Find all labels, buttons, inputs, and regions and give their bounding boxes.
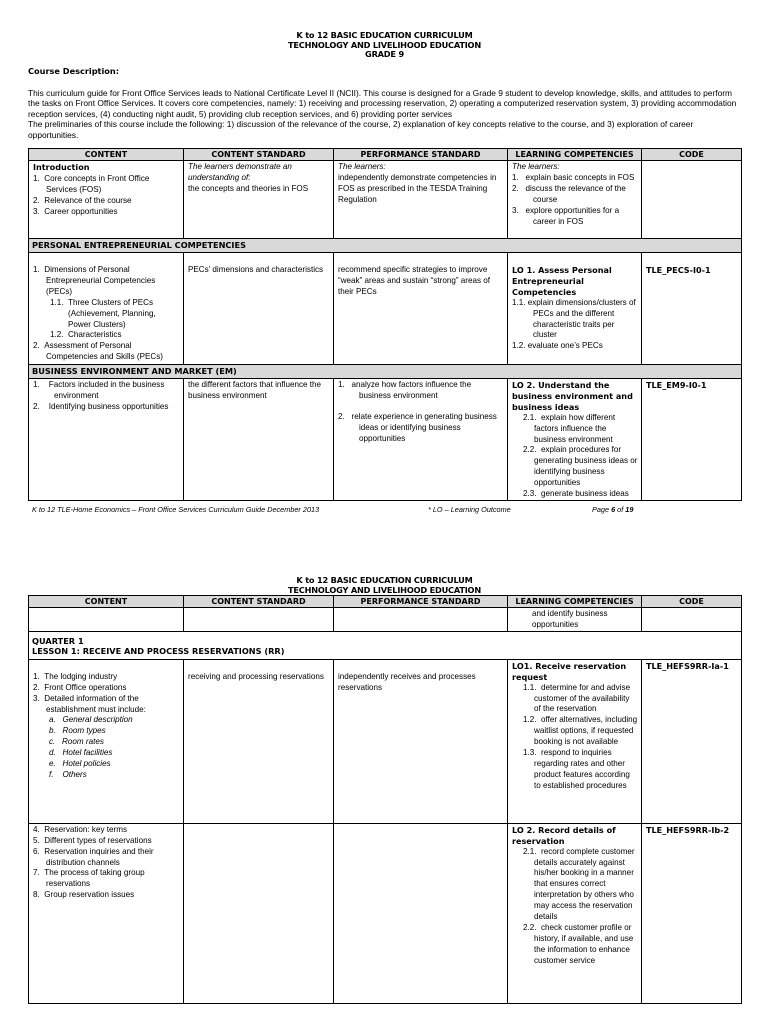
table-header-row — [29, 596, 742, 608]
code-cell: TLE_PECS-I0-1 — [642, 253, 742, 365]
page-header — [28, 31, 741, 60]
page-of: of — [615, 505, 626, 514]
list-item: f. Others — [49, 769, 87, 779]
column-header: LEARNING COMPETENCIES — [508, 596, 642, 608]
list-item: 2. discuss the relevance of the course — [512, 183, 626, 204]
list-item: 1.2. Characteristics — [50, 330, 122, 340]
curriculum-table — [28, 595, 742, 1004]
list-item: 2.1. explain how different factors influence the business environment — [523, 412, 616, 444]
list-item: 3. explore opportunities for a career in FOS — [512, 205, 620, 226]
content-standard-cell: PECs’ dimensions and characteristics — [184, 253, 334, 365]
list-item: 8. Group reservation issues — [33, 890, 135, 900]
list-item: 2. relate experience in generating business ideas or identifying business opportunities — [338, 411, 497, 443]
list-item: c. Room rates — [49, 737, 104, 747]
column-header: CODE — [642, 596, 742, 608]
column-header: CONTENT — [29, 596, 184, 608]
page-1 — [28, 31, 741, 517]
ps-lead: The learners: — [338, 162, 386, 171]
content-cell — [29, 161, 184, 239]
list-item: a. General description — [49, 715, 133, 725]
performance-standard-cell: recommend specific strategies to improve “weak” areas and sustain “strong” areas of their PECs — [334, 253, 508, 365]
header-line: K to 12 BASIC EDUCATION CURRICULUM — [296, 575, 473, 585]
learning-competencies-cell — [508, 161, 642, 239]
code-cell: TLE_HEFS9RR-Ib-2 — [642, 823, 742, 1003]
list-item: 1. Core concepts in Front Office Services (FOS) — [33, 173, 150, 194]
learning-outcome: LO 1. Assess Personal Entrepreneurial Competencies — [512, 265, 612, 297]
column-header: PERFORMANCE STANDARD — [334, 149, 508, 161]
list-item: 2. Relevance of the course — [33, 195, 132, 205]
course-description — [28, 88, 741, 141]
code-cell — [642, 161, 742, 239]
learning-competencies-cell — [508, 659, 642, 823]
footer-title: K to 12 TLE-Home Economics – Front Office Services Curriculum Guide December 2013 — [32, 505, 320, 514]
footer-lo-note: * LO – Learning Outcome — [428, 505, 511, 514]
code-cell: TLE_HEFS9RR-Ia-1 — [642, 659, 742, 823]
list-item: 1.1. Three Clusters of PECs (Achievement, Planning, Power Clusters) — [50, 297, 156, 329]
cs-lead: The learners demonstrate an understanding of: — [188, 162, 292, 182]
lc-lead: The learners: — [512, 162, 560, 171]
learning-competencies-cell — [508, 823, 642, 1003]
table-header-row — [29, 149, 742, 161]
page-header — [28, 576, 741, 595]
list-item: 1. explain basic concepts in FOS — [512, 172, 635, 182]
list-item: 2.3. generate business ideas — [523, 489, 629, 499]
page-prefix: Page — [592, 505, 612, 514]
table-row — [29, 161, 742, 239]
list-item: 6. Reservation inquiries and their distribution channels — [33, 846, 154, 867]
list-item: 1.1. determine for and advise customer of the availability of the reservation — [523, 682, 631, 714]
content-cell — [29, 253, 184, 365]
section-row — [29, 365, 742, 379]
list-item: b. Room types — [49, 726, 106, 736]
course-description-title: Course Description: — [28, 65, 120, 76]
column-header: LEARNING COMPETENCIES — [508, 149, 642, 161]
content-cell — [29, 379, 184, 501]
content-standard-cell: receiving and processing reservations — [184, 659, 334, 823]
list-item: 1. The lodging industry — [33, 671, 118, 681]
page-number — [592, 505, 633, 514]
list-item: 1. Dimensions of Personal Entrepreneurial Competencies (PECs) — [33, 265, 156, 296]
table-row — [29, 253, 742, 365]
section-title: PERSONAL ENTREPRENEURIAL COMPETENCIES — [29, 239, 742, 253]
table-row — [29, 823, 742, 1003]
column-header: PERFORMANCE STANDARD — [334, 596, 508, 608]
list-item: 4. Reservation: key terms — [33, 824, 128, 834]
content-cell — [29, 823, 184, 1003]
list-item: 3. Career opportunities — [33, 206, 118, 216]
cs-text: the concepts and theories in FOS — [188, 183, 309, 193]
list-item: e. Hotel policies — [49, 759, 111, 769]
section-row — [29, 239, 742, 253]
list-item: 5. Different types of reservations — [33, 835, 152, 845]
list-item: 2.1. record complete customer details accurately against his/her booking in a manner that ensures correct interpretation by others who may access the reservation details — [523, 846, 635, 922]
column-header: CONTENT STANDARD — [184, 596, 334, 608]
list-item: 2. Assessment of Personal Competencies and Skills (PECs) — [33, 341, 163, 362]
section-title: BUSINESS ENVIRONMENT AND MARKET (EM) — [29, 365, 742, 379]
list-item: 1.2. evaluate one’s PECs — [512, 341, 603, 351]
list-item: d. Hotel facilities — [49, 748, 113, 758]
content-standard-cell: the different factors that influence the business environment — [184, 379, 334, 501]
content-cell — [29, 659, 184, 823]
quarter-title: QUARTER 1 — [32, 635, 84, 646]
list-item: 2.2. explain procedures for generating business ideas or identifying business opportunities — [523, 445, 638, 488]
page-total: 19 — [625, 505, 634, 514]
continued-text: and identify business opportunities — [532, 609, 608, 629]
header-line: TECHNOLOGY AND LIVELIHOOD EDUCATION — [288, 584, 481, 595]
column-header: CODE — [642, 149, 742, 161]
list-item: 1. analyze how factors influence the business environment — [338, 380, 472, 400]
intro-title: Introduction — [33, 162, 90, 172]
description-paragraph: This curriculum guide for Front Office Services leads to National Certificate Level II (NCII). This course is designed for a Grade 9 student to develop knowledge, skills, and attitudes to perform the tasks on Front Office Services. It covers core competencies, namely: 1) receiving and processing reservation, 2) operating a computerized reservation system, 3) providing accommodation reception services, (4) conducting night audit, 5) providing club reception services, and 6) providing porter services — [28, 87, 737, 119]
table-row — [29, 608, 742, 632]
page-current: 6 — [611, 505, 616, 514]
learning-outcome: LO 2. Record details of reservation — [512, 824, 616, 846]
list-item: 1. Factors included in the business environment — [33, 380, 165, 400]
curriculum-table — [28, 148, 742, 501]
quarter-row — [29, 631, 742, 659]
column-header: CONTENT STANDARD — [184, 149, 334, 161]
list-item: 1.3. respond to inquiries regarding rates and other product features according to established procedures — [523, 748, 630, 790]
description-paragraph: The preliminaries of this course include the following: 1) discussion of the relevance of the course, 2) explanation of key concepts relative to the course, and 3) exploration of career opportunities. — [28, 119, 694, 140]
list-item: 1.2. offer alternatives, including waitlist options, if requested booking is not available — [523, 715, 638, 747]
ps-text: independently demonstrate competencies in FOS as prescribed in the TESDA Training Regulation — [338, 172, 497, 204]
header-line: GRADE 9 — [365, 49, 404, 59]
page-2 — [28, 576, 741, 1004]
lesson-title: LESSON 1: RECEIVE AND PROCESS RESERVATIONS (RR) — [32, 646, 285, 657]
code-cell: TLE_EM9-I0-1 — [642, 379, 742, 501]
table-row — [29, 379, 742, 501]
list-item: 2.2. check customer profile or history, if available, and use the information to enhance customer service — [523, 922, 634, 965]
learning-competencies-cell — [508, 379, 642, 501]
header-line: K to 12 BASIC EDUCATION CURRICULUM — [296, 30, 473, 40]
column-header: CONTENT — [29, 149, 184, 161]
page-footer — [28, 505, 741, 517]
list-item: 1.1. explain dimensions/clusters of PECs and the different characteristic traits per cluster — [512, 297, 636, 340]
learning-outcome: LO 2. Understand the business environment and business ideas — [512, 380, 633, 412]
learning-competencies-cell — [508, 608, 642, 632]
learning-competencies-cell — [508, 253, 642, 365]
performance-standard-cell — [334, 379, 508, 501]
content-standard-cell — [184, 161, 334, 239]
performance-standard-cell: independently receives and processes reservations — [334, 659, 508, 823]
list-item: 3. Detailed information of the establishment must include: — [33, 693, 146, 714]
header-line: TECHNOLOGY AND LIVELIHOOD EDUCATION — [288, 39, 481, 50]
list-item: 2. Front Office operations — [33, 682, 127, 692]
list-item: 2. Identifying business opportunities — [33, 401, 169, 411]
performance-standard-cell — [334, 161, 508, 239]
table-row — [29, 659, 742, 823]
list-item: 7. The process of taking group reservations — [33, 868, 145, 889]
learning-outcome: LO1. Receive reservation request — [512, 660, 627, 682]
